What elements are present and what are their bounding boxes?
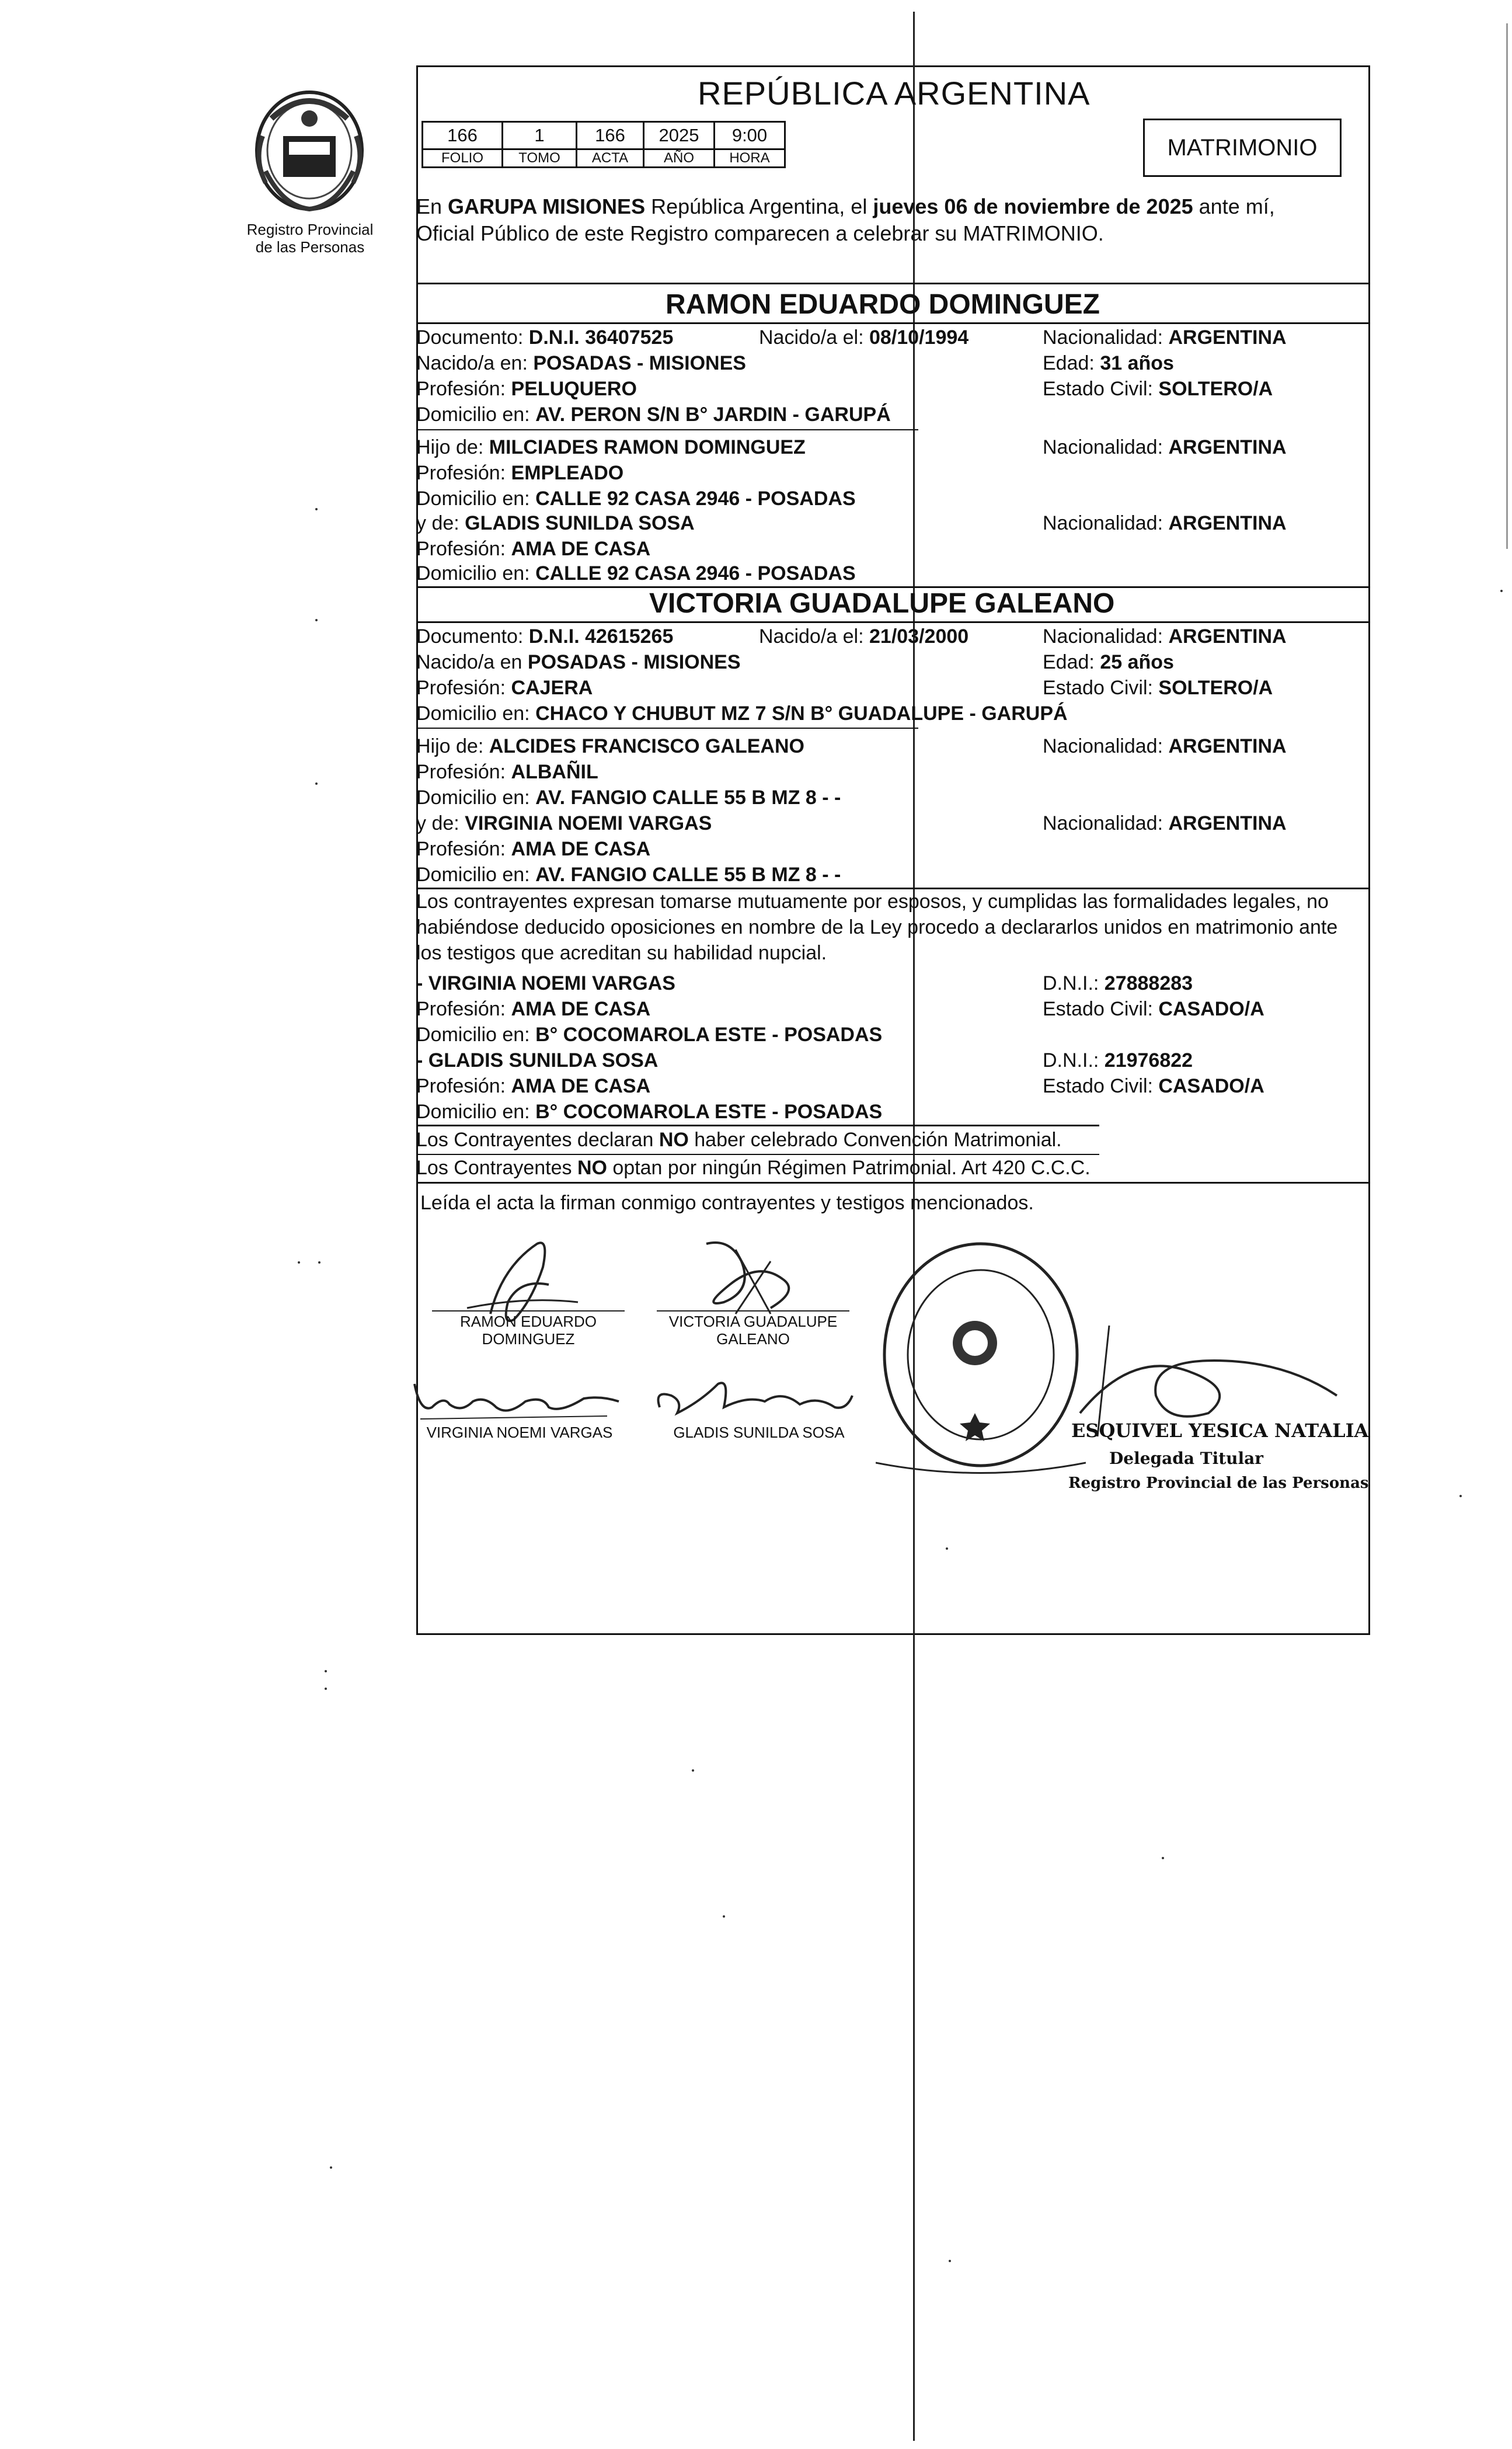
bride-mother-nationality — [1043, 812, 1287, 835]
witness2-dni — [1043, 1049, 1193, 1072]
intro-date: jueves 06 de noviembre de 2025 — [873, 194, 1193, 218]
scan-speck — [315, 508, 318, 510]
groom-address — [416, 403, 891, 426]
value: ARGENTINA — [1168, 326, 1287, 349]
value: POSADAS - MISIONES — [533, 352, 746, 374]
value: CHACO Y CHUBUT MZ 7 S/N B° GUADALUPE - GARUPÁ — [535, 702, 1068, 725]
value: MILCIADES RAMON DOMINGUEZ — [489, 436, 806, 458]
value: 21/03/2000 — [869, 625, 969, 648]
signature-line — [657, 1310, 849, 1312]
scan-speck — [1162, 1857, 1164, 1859]
scan-speck — [723, 1915, 725, 1918]
bride-civil-status — [1043, 676, 1273, 700]
value: EMPLEADO — [511, 462, 624, 484]
provincial-coat-of-arms-logo — [248, 84, 371, 218]
divider — [416, 888, 1370, 889]
label: Profesión: — [416, 838, 511, 860]
label: Hijo de: — [416, 735, 489, 757]
bride-address — [416, 702, 1068, 725]
label: Nacionalidad: — [1043, 436, 1169, 458]
groom-father-address — [416, 487, 856, 510]
text: Los Contrayentes — [416, 1157, 577, 1179]
bride-father-nationality — [1043, 735, 1287, 758]
divider — [416, 1182, 1370, 1184]
scan-speck — [330, 2166, 332, 2169]
scan-speck — [949, 2260, 951, 2262]
label: D.N.I.: — [1043, 972, 1105, 994]
anio-value: 2025 — [644, 122, 715, 149]
label: Domicilio en: — [416, 702, 536, 725]
witness2-name: - GLADIS SUNILDA SOSA — [416, 1049, 659, 1072]
convention-line2 — [416, 1156, 1091, 1180]
bride-document — [416, 625, 673, 648]
scan-speck — [1500, 590, 1503, 592]
scan-speck — [1459, 1495, 1462, 1497]
divider — [416, 728, 918, 729]
value: ARGENTINA — [1168, 436, 1287, 458]
value: 08/10/1994 — [869, 326, 969, 349]
label: y de: — [416, 812, 465, 834]
value: 25 años — [1100, 651, 1174, 673]
label: Edad: — [1043, 651, 1100, 673]
witness1-dni — [1043, 972, 1193, 995]
page-title: REPÚBLICA ARGENTINA — [698, 75, 1091, 112]
logo-caption-line1: Registro Provincial — [246, 221, 374, 238]
folio-label: FOLIO — [423, 149, 503, 168]
value: ALBAÑIL — [511, 761, 598, 783]
divider — [416, 621, 1370, 623]
witness2-civil-status — [1043, 1074, 1264, 1098]
witness2-profession — [416, 1074, 650, 1098]
value: SOLTERO/A — [1158, 677, 1273, 699]
bride-signature-caption1: VICTORIA GUADALUPE — [668, 1313, 838, 1330]
groom-birthplace — [416, 352, 746, 375]
groom-father-nationality — [1043, 436, 1287, 459]
label: Estado Civil: — [1043, 378, 1159, 400]
label: Nacido/a el: — [759, 326, 869, 349]
divider — [416, 1125, 1099, 1126]
value: 21976822 — [1104, 1049, 1193, 1072]
declaration-line1: Los contrayentes expresan tomarse mutuamente por esposos, y cumplidas las formalidades legales, no — [416, 890, 1329, 913]
value: D.N.I. 36407525 — [528, 326, 674, 349]
value: CAJERA — [511, 677, 593, 699]
registry-stamp — [876, 1238, 1086, 1512]
groom-mother-nationality — [1043, 512, 1287, 535]
scan-speck — [315, 782, 318, 785]
bride-profession — [416, 676, 593, 700]
convention-line1 — [416, 1128, 1062, 1152]
label: Domicilio en: — [416, 787, 536, 809]
groom-nationality — [1043, 326, 1287, 349]
groom-signature-caption1: RAMON EDUARDO — [459, 1313, 597, 1330]
acta-label: ACTA — [577, 149, 644, 168]
value: VIRGINIA NOEMI VARGAS — [465, 812, 712, 834]
label: Nacionalidad: — [1043, 625, 1169, 648]
scan-speck — [298, 1261, 300, 1264]
label: y de: — [416, 512, 465, 534]
scan-speck — [325, 1688, 327, 1690]
label: Domicilio en: — [416, 864, 536, 886]
groom-profession — [416, 377, 637, 401]
groom-age — [1043, 352, 1174, 375]
value: AMA DE CASA — [511, 1075, 651, 1097]
divider — [416, 1154, 1099, 1155]
scan-speck — [318, 1261, 320, 1264]
witness1-signature — [409, 1372, 630, 1425]
signature-line — [432, 1310, 625, 1312]
value: AMA DE CASA — [511, 838, 651, 860]
value: CALLE 92 CASA 2946 - POSADAS — [535, 488, 856, 510]
label: Domicilio en: — [416, 403, 536, 426]
witness2-address — [416, 1100, 882, 1123]
bride-nationality — [1043, 625, 1287, 648]
text: optan por ningún Régimen Patrimonial. Art 420 C.C.C. — [607, 1157, 1091, 1179]
label: Profesión: — [416, 677, 511, 699]
value: ARGENTINA — [1168, 512, 1287, 534]
label: Estado Civil: — [1043, 677, 1159, 699]
witness1-address — [416, 1023, 882, 1046]
label: Profesión: — [416, 1075, 511, 1097]
scan-speck — [315, 619, 318, 621]
label: Estado Civil: — [1043, 1075, 1159, 1097]
declaration-line2: habiéndose deducido oposiciones en nombre de la Ley procedo a declararlos unidos en matrimonio ante — [416, 916, 1338, 938]
label: Profesión: — [416, 761, 511, 783]
label: Domicilio en: — [416, 488, 536, 510]
label: Estado Civil: — [1043, 998, 1159, 1020]
hora-value: 9:00 — [715, 122, 785, 149]
label: Domicilio en: — [416, 562, 536, 585]
groom-mother-address — [416, 562, 856, 585]
witness1-civil-status — [1043, 997, 1264, 1021]
groom-document — [416, 326, 673, 349]
label: Documento: — [416, 625, 529, 648]
label: Profesión: — [416, 462, 511, 484]
value: AMA DE CASA — [511, 538, 651, 560]
intro-text: ante mí, — [1193, 194, 1275, 218]
text: haber celebrado Convención Matrimonial. — [688, 1129, 1062, 1151]
label: D.N.I.: — [1043, 1049, 1105, 1072]
groom-name: RAMON EDUARDO DOMINGUEZ — [666, 289, 1100, 320]
value: PELUQUERO — [511, 378, 637, 400]
value: CALLE 92 CASA 2946 - POSADAS — [535, 562, 856, 585]
hora-label: HORA — [715, 149, 785, 168]
value: AV. FANGIO CALLE 55 B MZ 8 - - — [535, 864, 841, 886]
bride-age — [1043, 650, 1174, 674]
text-bold: NO — [659, 1129, 689, 1151]
bride-mother-address — [416, 863, 841, 886]
label: Hijo de: — [416, 436, 489, 458]
text-bold: NO — [577, 1157, 607, 1179]
label: Nacido/a en — [416, 651, 528, 673]
groom-birthdate — [759, 326, 968, 349]
value: CASADO/A — [1158, 1075, 1264, 1097]
intro-text: República Argentina, el — [645, 194, 873, 218]
scan-speck — [692, 1769, 694, 1772]
label: Edad: — [1043, 352, 1100, 374]
value: ARGENTINA — [1168, 735, 1287, 757]
value: AV. PERON S/N B° JARDIN - GARUPÁ — [535, 403, 891, 426]
label: Nacionalidad: — [1043, 735, 1169, 757]
intro-line2: Oficial Público de este Registro comparecen a celebrar su MATRIMONIO. — [416, 221, 1104, 245]
act-type-box: MATRIMONIO — [1143, 119, 1342, 177]
label: Domicilio en: — [416, 1024, 536, 1046]
groom-civil-status — [1043, 377, 1273, 401]
value: 27888283 — [1104, 972, 1193, 994]
value: ALCIDES FRANCISCO GALEANO — [489, 735, 804, 757]
witness1-signature-caption: VIRGINIA NOEMI VARGAS — [426, 1424, 613, 1441]
label: Profesión: — [416, 998, 511, 1020]
value: AMA DE CASA — [511, 998, 651, 1020]
value: ARGENTINA — [1168, 812, 1287, 834]
witness1-profession — [416, 997, 650, 1021]
label: Profesión: — [416, 538, 511, 560]
bride-mother-profession — [416, 837, 650, 861]
anio-label: AÑO — [644, 149, 715, 168]
witness2-signature-caption: GLADIS SUNILDA SOSA — [673, 1424, 845, 1441]
witness1-name: - VIRGINIA NOEMI VARGAS — [416, 972, 675, 994]
registry-table — [421, 121, 786, 168]
text: Los Contrayentes declaran — [416, 1129, 659, 1151]
divider — [416, 429, 918, 430]
bride-name: VICTORIA GUADALUPE GALEANO — [649, 588, 1115, 619]
divider — [416, 283, 1370, 284]
closing-statement: Leída el acta la firman conmigo contrayentes y testigos mencionados. — [420, 1192, 1034, 1214]
groom-mother — [416, 512, 695, 535]
groom-signature-caption2: DOMINGUEZ — [482, 1330, 575, 1348]
label: Documento: — [416, 326, 529, 349]
bride-birthplace — [416, 650, 741, 674]
value: GLADIS SUNILDA SOSA — [465, 512, 695, 534]
divider — [416, 322, 1370, 324]
official-title: Delegada Titular — [1109, 1449, 1264, 1468]
bride-signature-caption2: GALEANO — [716, 1330, 790, 1348]
bride-mother — [416, 812, 712, 835]
label: Nacionalidad: — [1043, 812, 1169, 834]
official-name: ESQUIVEL YESICA NATALIA — [1071, 1420, 1369, 1442]
tomo-label: TOMO — [503, 149, 577, 168]
bride-father-profession — [416, 760, 598, 784]
label: Profesión: — [416, 378, 511, 400]
value: AV. FANGIO CALLE 55 B MZ 8 - - — [535, 787, 841, 809]
value: POSADAS - MISIONES — [527, 651, 741, 673]
groom-mother-profession — [416, 537, 650, 561]
official-office: Registro Provincial de las Personas — [1068, 1474, 1369, 1492]
scan-artifact-line — [913, 12, 915, 2441]
scan-artifact-edge — [1506, 23, 1508, 549]
label: Domicilio en: — [416, 1101, 536, 1123]
logo-caption-line2: de las Personas — [255, 238, 365, 256]
acta-value: 166 — [577, 122, 644, 149]
intro-line1 — [416, 195, 1275, 218]
label: Nacionalidad: — [1043, 512, 1169, 534]
bride-father — [416, 735, 804, 758]
value: B° COCOMAROLA ESTE - POSADAS — [535, 1024, 883, 1046]
label: Nacido/a en: — [416, 352, 534, 374]
label: Nacionalidad: — [1043, 326, 1169, 349]
tomo-value: 1 — [503, 122, 577, 149]
scan-speck — [325, 1670, 327, 1672]
value: CASADO/A — [1158, 998, 1264, 1020]
bride-birthdate — [759, 625, 968, 648]
value: ARGENTINA — [1168, 625, 1287, 648]
folio-value: 166 — [423, 122, 503, 149]
witness2-signature — [648, 1366, 870, 1425]
intro-text: En — [416, 194, 448, 218]
label: Nacido/a el: — [759, 625, 869, 648]
groom-father-profession — [416, 461, 623, 485]
value: 31 años — [1100, 352, 1174, 374]
bride-father-address — [416, 786, 841, 809]
intro-place: GARUPA MISIONES — [448, 194, 646, 218]
value: B° COCOMAROLA ESTE - POSADAS — [535, 1101, 883, 1123]
groom-father — [416, 436, 806, 459]
value: SOLTERO/A — [1158, 378, 1273, 400]
declaration-line3: los testigos que acreditan su habilidad nupcial. — [416, 942, 827, 964]
value: D.N.I. 42615265 — [528, 625, 674, 648]
scan-speck — [946, 1547, 948, 1550]
